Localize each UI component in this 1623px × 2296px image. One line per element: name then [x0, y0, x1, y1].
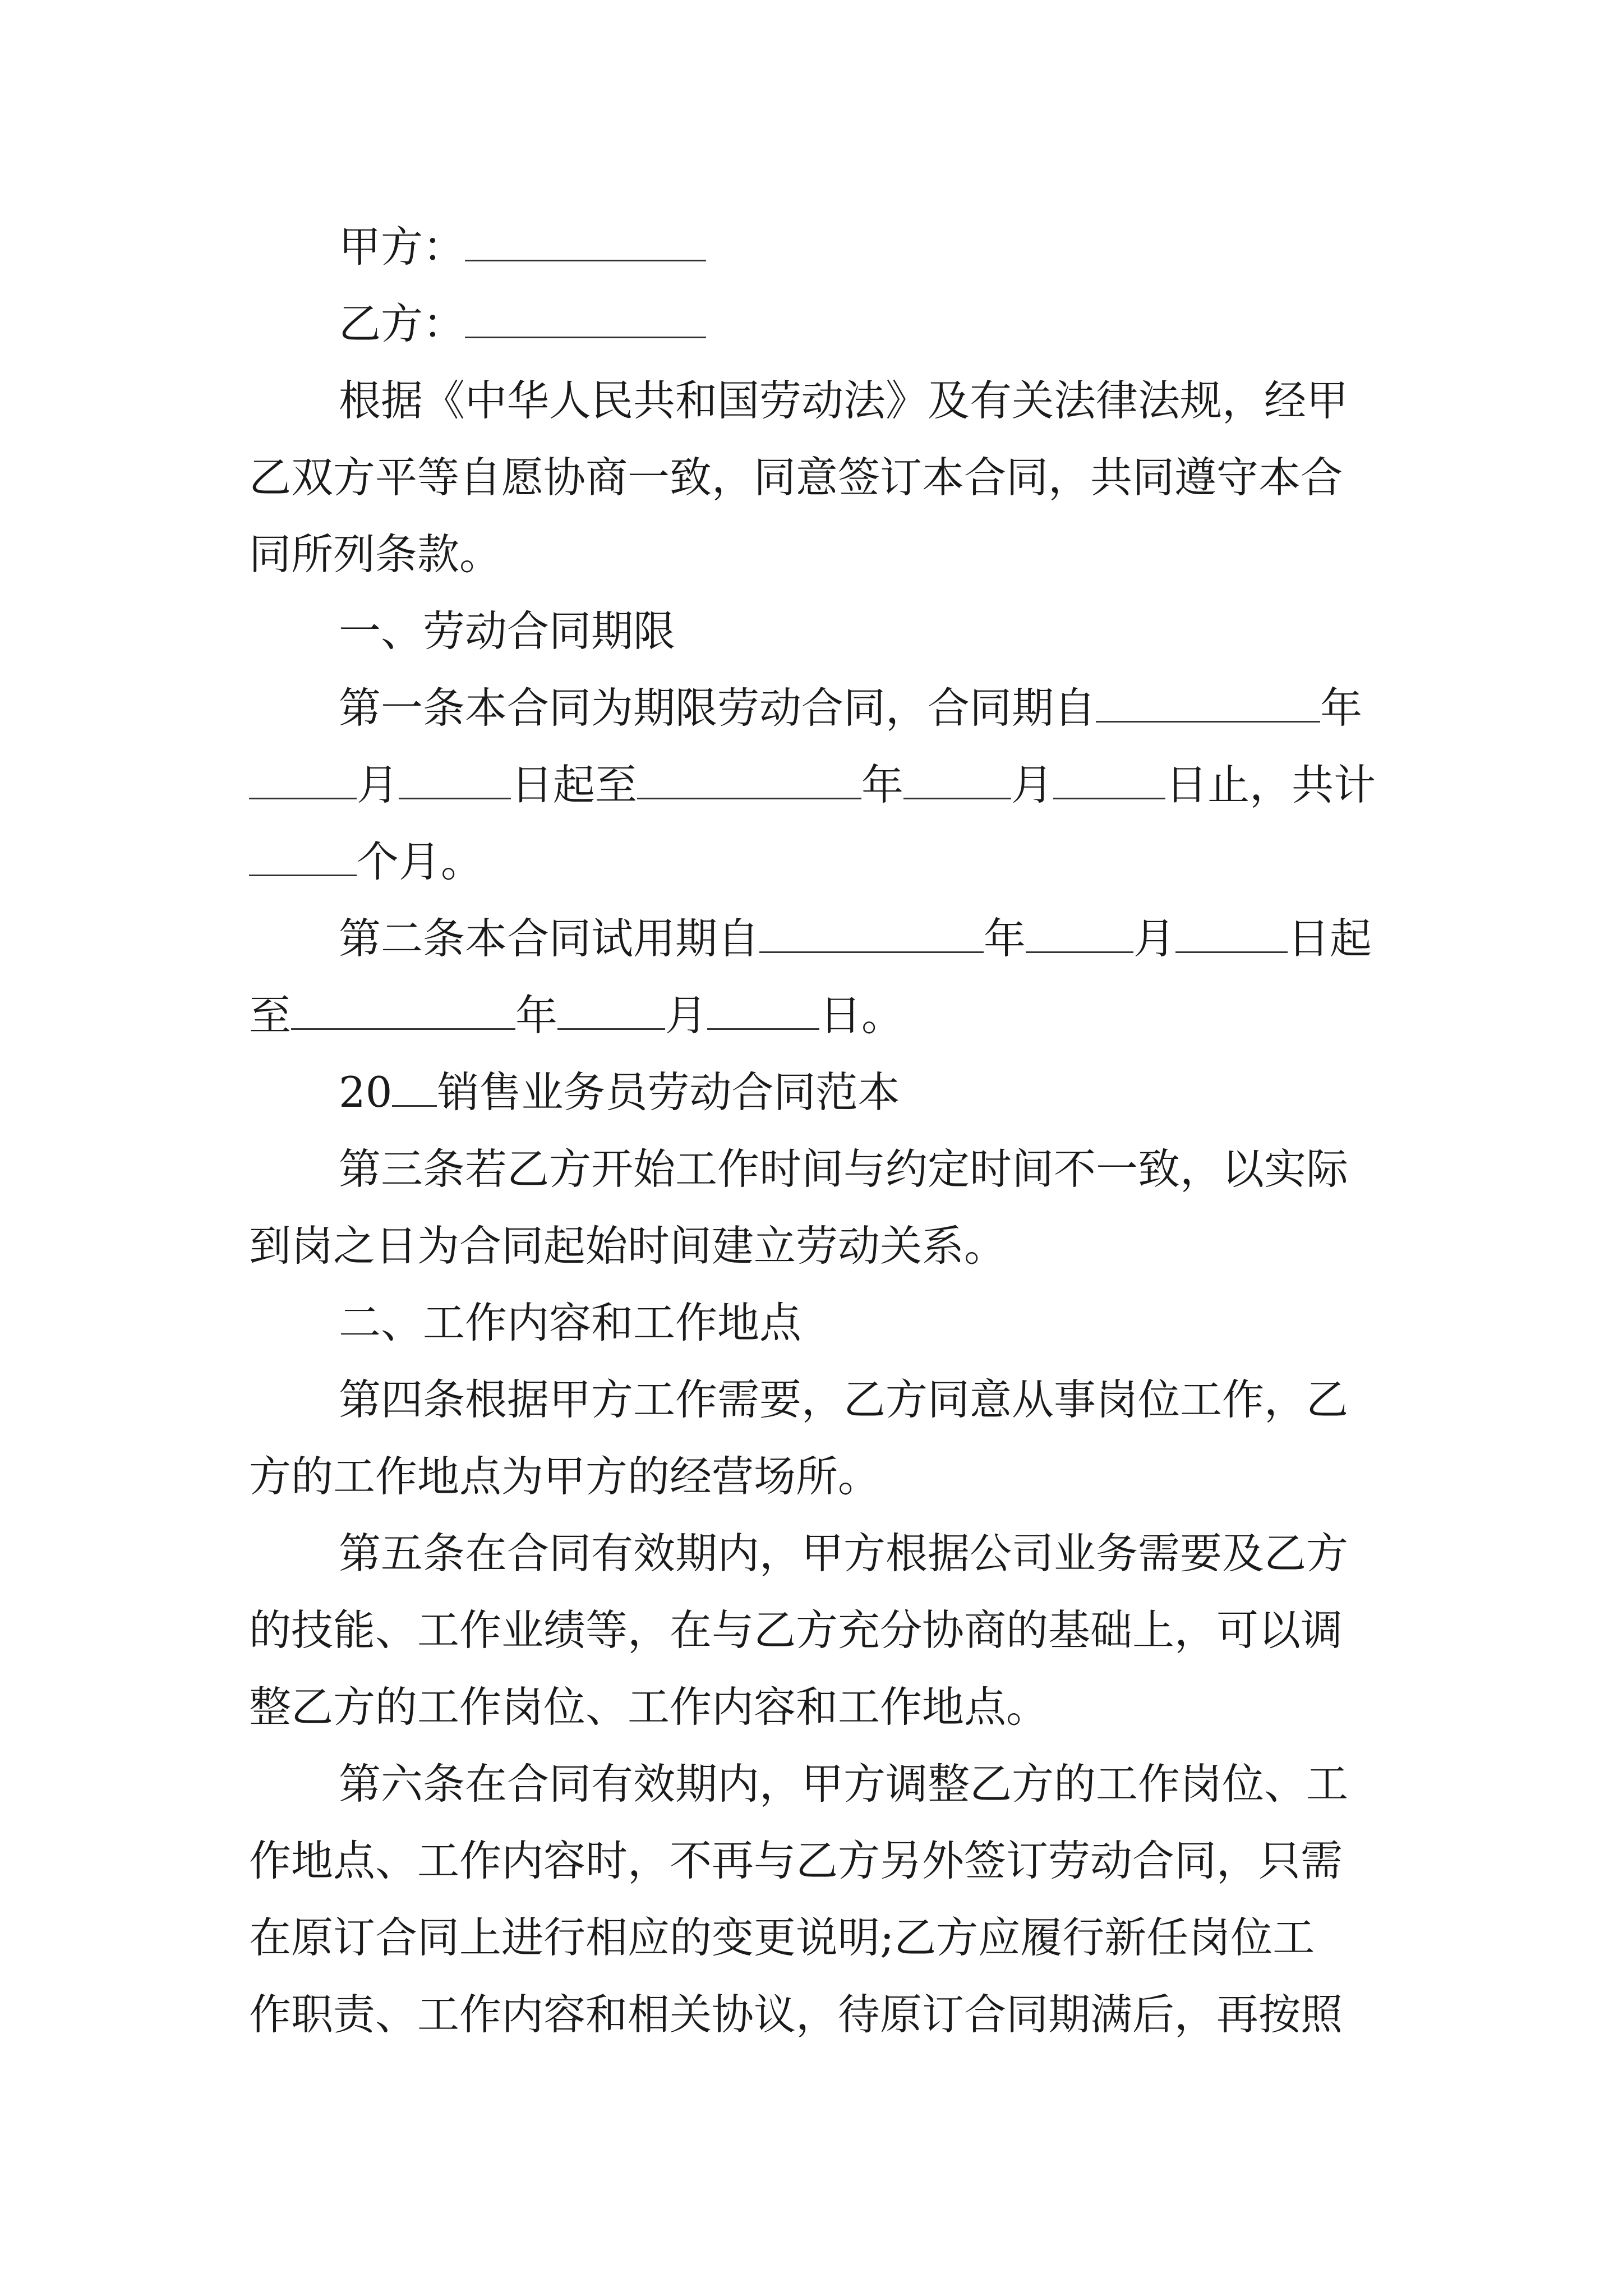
year-label: 年: [861, 760, 904, 809]
party-a-label: 甲方：: [339, 222, 465, 272]
article-3-line: 到岗之日为合同起始时间建立劳动关系。: [249, 1221, 1007, 1271]
article-2-text: 第二条本合同试用期自: [339, 914, 760, 963]
fill-blank: [1175, 912, 1288, 953]
fill-blank: [1026, 912, 1133, 953]
doc-title-prefix: 20: [339, 1068, 393, 1117]
fill-blank: [1096, 681, 1320, 723]
article-6-line: 作职责、工作内容和相关协议，待原订合同期满后，再按照: [249, 1990, 1343, 2039]
fill-blank: [637, 758, 861, 799]
section-heading: 一、劳动合同期限: [339, 606, 676, 656]
to-label: 至: [249, 991, 292, 1040]
intro-line: 同所列条款。: [249, 530, 502, 579]
month-label: 月: [665, 991, 708, 1040]
month-label: 月: [1011, 760, 1054, 809]
article-5-line: 的技能、工作业绩等，在与乙方充分协商的基础上，可以调: [249, 1605, 1343, 1655]
article-6-line: 在原订合同上进行相应的变更说明;乙方应履行新任岗位工: [249, 1913, 1315, 1962]
fill-blank: [903, 758, 1011, 799]
month-label: 月: [1133, 914, 1176, 963]
article-3-line: 第三条若乙方开始工作时间与约定时间不一致，以实际: [339, 1144, 1349, 1194]
fill-blank: [291, 988, 515, 1030]
day-from-label: 日起至: [511, 760, 638, 809]
fill-blank: [1053, 758, 1165, 799]
article-1-text: 第一条本合同为期限劳动合同，合同期自: [339, 683, 1096, 733]
document-body: [249, 209, 1387, 2053]
intro-line: 根据《中华人民共和国劳动法》及有关法律法规，经甲: [339, 376, 1349, 425]
article-1-line: [249, 670, 1387, 747]
day-until-label: 日止，共计: [1165, 760, 1376, 809]
fill-blank: [759, 912, 984, 953]
day-end-label: 日。: [819, 991, 904, 1040]
fill-blank: [707, 988, 819, 1030]
month-label: 月: [357, 760, 399, 809]
article-1-line: [249, 747, 1387, 823]
article-4-line: 第四条根据甲方工作需要，乙方同意从事岗位工作，乙: [339, 1375, 1349, 1424]
article-1-line: [249, 823, 1387, 900]
intro-line: 乙双方平等自愿协商一致，同意签订本合同，共同遵守本合: [249, 453, 1343, 502]
fill-blank: [392, 1065, 437, 1107]
article-6-line: 作地点、工作内容时，不再与乙方另外签订劳动合同，只需: [249, 1836, 1343, 1885]
fill-blank: [399, 758, 511, 799]
party-a-blank: [465, 220, 706, 261]
fill-blank: [557, 988, 665, 1030]
day-from-label: 日起: [1288, 914, 1372, 963]
months-label: 个月。: [357, 837, 483, 886]
fill-blank: [249, 835, 357, 876]
year-label: 年: [515, 991, 558, 1040]
party-a-line: [249, 209, 1387, 286]
year-label: 年: [1320, 683, 1363, 733]
year-label: 年: [984, 914, 1026, 963]
fill-blank: [249, 758, 357, 799]
article-6-line: 第六条在合同有效期内，甲方调整乙方的工作岗位、工: [339, 1759, 1349, 1809]
party-b-blank: [465, 297, 706, 338]
section-heading: 二、工作内容和工作地点: [339, 1298, 802, 1347]
party-b-line: [249, 286, 1387, 362]
article-4-line: 方的工作地点为甲方的经营场所。: [249, 1452, 880, 1501]
article-5-line: 第五条在合同有效期内，甲方根据公司业务需要及乙方: [339, 1529, 1349, 1578]
article-2-line: [249, 900, 1387, 977]
party-b-label: 乙方：: [339, 299, 465, 348]
article-2-line: [249, 977, 1387, 1054]
doc-title: [249, 1054, 1387, 1131]
doc-title-text: 销售业务员劳动合同范本: [437, 1068, 900, 1117]
article-5-line: 整乙方的工作岗位、工作内容和工作地点。: [249, 1682, 1049, 1732]
